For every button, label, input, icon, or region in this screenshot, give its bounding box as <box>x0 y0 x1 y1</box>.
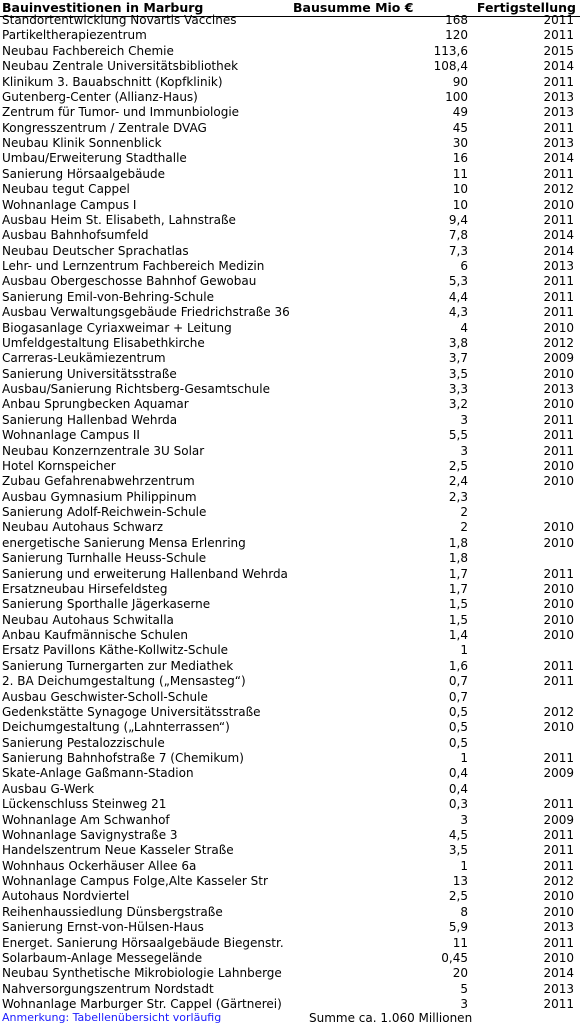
budget-cell: 3,3 <box>448 382 468 396</box>
budget-cell: 2,5 <box>448 889 468 904</box>
project-name-cell: Neubau Klinik Sonnenblick <box>2 136 162 150</box>
table-row <box>0 382 580 397</box>
completion-year-cell: 2014 <box>543 228 574 243</box>
table-row <box>0 674 580 689</box>
completion-year-cell: 2010 <box>543 628 574 642</box>
budget-cell: 11 <box>452 166 468 181</box>
budget-cell: 120 <box>445 28 468 43</box>
table-row <box>0 397 580 412</box>
project-name-cell: Gedenkstätte Synagoge Universitätsstraße <box>2 704 261 719</box>
budget-cell: 2,3 <box>448 489 468 504</box>
project-name-cell: Standortentwicklung Novartis Vaccines <box>2 13 237 27</box>
project-name-cell: Sanierung Pestalozzischule <box>2 735 165 750</box>
completion-year-cell: 2010 <box>543 612 574 627</box>
budget-cell: 0,45 <box>441 950 468 965</box>
budget-cell: 100 <box>445 89 468 104</box>
project-name-cell: Ersatz Pavillons Käthe-Kollwitz-Schule <box>2 643 229 658</box>
budget-cell: 4,3 <box>448 305 468 320</box>
table-row <box>0 782 580 797</box>
budget-cell: 1,8 <box>448 535 468 550</box>
project-name-cell: Wohnanlage Marburger Str. Cappel (Gärtnerei) <box>2 997 282 1011</box>
budget-cell: 1 <box>460 643 468 658</box>
table-row <box>0 28 580 43</box>
completion-year-cell: 2011 <box>543 274 574 289</box>
completion-year-cell: 2010 <box>543 458 574 473</box>
table-row <box>0 643 580 658</box>
project-name-cell: Autohaus Nordviertel <box>2 889 130 904</box>
completion-year-cell: 2013 <box>543 136 574 150</box>
completion-year-cell: 2011 <box>543 120 574 135</box>
project-name-cell: Umfeldgestaltung Elisabethkirche <box>2 335 205 350</box>
completion-year-cell: 2011 <box>543 212 574 227</box>
completion-year-cell: 2011 <box>543 289 574 304</box>
project-name-cell: Solarbaum-Anlage Messegelände <box>2 950 203 965</box>
completion-year-cell: 2012 <box>543 874 574 888</box>
table-row <box>0 597 580 612</box>
budget-cell: 45 <box>452 120 468 135</box>
table-row <box>0 444 580 459</box>
project-name-cell: Deichumgestaltung („Lahnterrassen“) <box>2 720 230 735</box>
completion-year-cell: 2013 <box>543 89 574 104</box>
table-row <box>0 889 580 904</box>
table-row <box>0 859 580 874</box>
table-row <box>0 413 580 428</box>
project-name-cell: Zubau Gefahrenabwehrzentrum <box>2 474 195 489</box>
budget-cell: 7,8 <box>448 228 468 243</box>
header-project: Bauinvestitionen in Marburg <box>2 0 204 15</box>
completion-year-cell: 2011 <box>543 428 574 443</box>
completion-year-cell: 2012 <box>543 704 574 719</box>
budget-cell: 10 <box>452 197 468 212</box>
budget-cell: 108,4 <box>433 59 468 74</box>
table-row <box>0 305 580 320</box>
table-row <box>0 797 580 812</box>
table-row <box>0 720 580 735</box>
project-name-cell: Wohnanlage Savignystraße 3 <box>2 827 178 842</box>
completion-year-cell: 2010 <box>543 904 574 919</box>
budget-cell: 0,5 <box>448 704 468 719</box>
budget-cell: 0,3 <box>448 797 468 812</box>
budget-cell: 11 <box>452 935 468 950</box>
table-row <box>0 982 580 997</box>
project-name-cell: Wohnanlage Am Schwanhof <box>2 812 170 827</box>
table-row <box>0 13 580 28</box>
budget-cell: 168 <box>445 13 468 27</box>
completion-year-cell: 2013 <box>543 981 574 996</box>
completion-year-cell: 2010 <box>543 397 574 412</box>
budget-cell: 2 <box>460 520 468 535</box>
header-sum: Bausumme Mio € <box>293 0 414 15</box>
table-row <box>0 136 580 151</box>
table-row <box>0 659 580 674</box>
table-row <box>0 44 580 59</box>
table-row <box>0 920 580 935</box>
project-name-cell: Sanierung Bahnhofstraße 7 (Chemikum) <box>2 751 244 765</box>
completion-year-cell: 2011 <box>543 827 574 842</box>
completion-year-cell: 2011 <box>543 674 574 689</box>
table-row <box>0 259 580 274</box>
project-name-cell: Wohnanlage Campus I <box>2 197 137 212</box>
completion-year-cell: 2011 <box>543 566 574 581</box>
completion-year-cell: 2014 <box>543 966 574 981</box>
budget-cell: 3,8 <box>448 335 468 350</box>
budget-cell: 3,7 <box>448 351 468 366</box>
completion-year-cell: 2014 <box>543 59 574 74</box>
budget-cell: 6 <box>460 259 468 273</box>
completion-year-cell: 2011 <box>543 443 574 458</box>
table-row <box>0 766 580 781</box>
project-name-cell: Klinikum 3. Bauabschnitt (Kopfklinik) <box>2 74 223 89</box>
project-name-cell: Handelszentrum Neue Kasseler Straße <box>2 843 234 858</box>
completion-year-cell: 2010 <box>543 597 574 612</box>
project-name-cell: Hotel Kornspeicher <box>2 458 116 473</box>
project-name-cell: Neubau Synthetische Mikrobiologie Lahnberge <box>2 966 282 981</box>
budget-cell: 0,5 <box>448 720 468 735</box>
completion-year-cell: 2011 <box>543 997 574 1011</box>
budget-cell: 3 <box>460 812 468 827</box>
table-row <box>0 905 580 920</box>
table-row <box>0 705 580 720</box>
completion-year-cell: 2010 <box>543 889 574 904</box>
project-name-cell: Neubau Deutscher Sprachatlas <box>2 243 189 258</box>
completion-year-cell: 2010 <box>543 474 574 489</box>
project-name-cell: Ersatzneubau Hirsefeldsteg <box>2 581 168 596</box>
table-row <box>0 182 580 197</box>
budget-cell: 3 <box>460 412 468 427</box>
completion-year-cell: 2011 <box>543 166 574 181</box>
table-row <box>0 167 580 182</box>
table-row <box>0 367 580 382</box>
budget-cell: 20 <box>452 966 468 981</box>
project-name-cell: Sanierung Adolf-Reichwein-Schule <box>2 505 207 519</box>
budget-cell: 49 <box>452 105 468 120</box>
table-row <box>0 690 580 705</box>
project-name-cell: Neubau tegut Cappel <box>2 182 130 197</box>
project-name-cell: Ausbau Bahnhofsumfeld <box>2 228 149 243</box>
completion-year-cell: 2011 <box>543 28 574 43</box>
budget-cell: 3 <box>460 443 468 458</box>
table-row <box>0 59 580 74</box>
budget-cell: 8 <box>460 904 468 919</box>
table-row <box>0 828 580 843</box>
project-name-cell: Anbau Kaufmännische Schulen <box>2 628 189 642</box>
budget-cell: 30 <box>452 136 468 150</box>
table-row <box>0 736 580 751</box>
project-name-cell: Nahversorgungszentrum Nordstadt <box>2 981 214 996</box>
footer-note: Anmerkung: Tabellenübersicht vorläufig <box>2 1011 222 1024</box>
budget-cell: 4,4 <box>448 289 468 304</box>
completion-year-cell: 2011 <box>543 658 574 673</box>
budget-cell: 9,4 <box>448 212 468 227</box>
completion-year-cell: 2011 <box>543 935 574 950</box>
project-name-cell: energetische Sanierung Mensa Erlenring <box>2 535 246 550</box>
table-row <box>0 551 580 566</box>
project-name-cell: Neubau Zentrale Universitätsbibliothek <box>2 59 239 74</box>
table-row <box>0 105 580 120</box>
completion-year-cell: 2011 <box>543 751 574 765</box>
budget-cell: 5,5 <box>448 428 468 443</box>
table-row <box>0 582 580 597</box>
budget-cell: 0,7 <box>448 689 468 704</box>
table-row <box>0 505 580 520</box>
table-row <box>0 628 580 643</box>
table-row <box>0 75 580 90</box>
budget-cell: 1,6 <box>448 658 468 673</box>
table-row <box>0 951 580 966</box>
completion-year-cell: 2013 <box>543 105 574 120</box>
project-name-cell: Sanierung Universitätsstraße <box>2 366 177 381</box>
completion-year-cell: 2011 <box>543 13 574 27</box>
budget-cell: 1,5 <box>448 597 468 612</box>
project-name-cell: Lehr- und Lernzentrum Fachbereich Medizin <box>2 259 265 273</box>
table-row <box>0 459 580 474</box>
table-row <box>0 613 580 628</box>
project-name-cell: Anbau Sprungbecken Aquamar <box>2 397 189 412</box>
completion-year-cell: 2011 <box>543 305 574 320</box>
project-name-cell: Neubau Autohaus Schwarz <box>2 520 164 535</box>
table-row <box>0 936 580 951</box>
table-row <box>0 874 580 889</box>
table-row <box>0 244 580 259</box>
project-name-cell: Neubau Autohaus Schwitalla <box>2 612 174 627</box>
table-row <box>0 474 580 489</box>
table-row <box>0 274 580 289</box>
project-name-cell: Ausbau Geschwister-Scholl-Schule <box>2 689 208 704</box>
completion-year-cell: 2011 <box>543 843 574 858</box>
completion-year-cell: 2010 <box>543 520 574 535</box>
budget-cell: 4,5 <box>448 827 468 842</box>
project-name-cell: Skate-Anlage Gaßmann-Stadion <box>2 766 194 781</box>
project-name-cell: Sanierung Hallenbad Wehrda <box>2 412 178 427</box>
project-name-cell: Sanierung Hörsaalgebäude <box>2 166 166 181</box>
project-name-cell: 2. BA Deichumgestaltung („Mensasteg“) <box>2 674 246 689</box>
project-name-cell: Sanierung Turnergarten zur Mediathek <box>2 658 234 673</box>
table-row <box>0 90 580 105</box>
table-row <box>0 843 580 858</box>
table-row <box>0 351 580 366</box>
project-name-cell: Biogasanlage Cyriaxweimar + Leitung <box>2 320 232 335</box>
header-year: Fertigstellung <box>476 0 576 15</box>
budget-cell: 1 <box>460 751 468 765</box>
budget-cell: 1,4 <box>448 628 468 642</box>
project-name-cell: Reihenhaussiedlung Dünsbergstraße <box>2 904 223 919</box>
project-name-cell: Neubau Konzernzentrale 3U Solar <box>2 443 205 458</box>
project-name-cell: Sanierung Ernst-von-Hülsen-Haus <box>2 920 204 935</box>
table-row <box>0 428 580 443</box>
completion-year-cell: 2012 <box>543 335 574 350</box>
project-name-cell: Wohnanlage Campus II <box>2 428 140 443</box>
table-row <box>0 536 580 551</box>
completion-year-cell: 2010 <box>543 197 574 212</box>
budget-cell: 13 <box>452 874 468 888</box>
table-row <box>0 321 580 336</box>
project-name-cell: Ausbau/Sanierung Richtsberg-Gesamtschule <box>2 382 270 396</box>
completion-year-cell: 2014 <box>543 243 574 258</box>
completion-year-cell: 2011 <box>543 858 574 873</box>
project-name-cell: Lückenschluss Steinweg 21 <box>2 797 167 812</box>
table-row <box>0 121 580 136</box>
completion-year-cell: 2010 <box>543 720 574 735</box>
budget-cell: 1,8 <box>448 551 468 566</box>
budget-cell: 1,7 <box>448 566 468 581</box>
completion-year-cell: 2015 <box>543 43 574 58</box>
table-row <box>0 198 580 213</box>
table-row <box>0 751 580 766</box>
project-name-cell: Neubau Fachbereich Chemie <box>2 43 174 58</box>
completion-year-cell: 2010 <box>543 950 574 965</box>
project-name-cell: Wohnhaus Ockerhäuser Allee 6a <box>2 858 197 873</box>
budget-cell: 0,7 <box>448 674 468 689</box>
completion-year-cell: 2009 <box>543 812 574 827</box>
completion-year-cell: 2014 <box>543 151 574 166</box>
project-name-cell: Ausbau Verwaltungsgebäude Friedrichstraße 36 <box>2 305 290 320</box>
budget-cell: 7,3 <box>448 243 468 258</box>
project-name-cell: Carreras-Leukämiezentrum <box>2 351 166 366</box>
project-name-cell: Sanierung und erweiterung Hallenband Wehrda <box>2 566 288 581</box>
project-name-cell: Energet. Sanierung Hörsaalgebäude Biegenstr. <box>2 935 284 950</box>
footer-total: Summe ca. 1.060 Millionen <box>309 1011 473 1025</box>
completion-year-cell: 2010 <box>543 366 574 381</box>
completion-year-cell: 2010 <box>543 581 574 596</box>
completion-year-cell: 2013 <box>543 259 574 273</box>
completion-year-cell: 2013 <box>543 382 574 396</box>
project-name-cell: Wohnanlage Campus Folge,Alte Kasseler Str <box>2 874 268 888</box>
budget-cell: 5,3 <box>448 274 468 289</box>
budget-cell: 3,5 <box>448 843 468 858</box>
table-row <box>0 290 580 305</box>
budget-cell: 3,5 <box>448 366 468 381</box>
completion-year-cell: 2009 <box>543 351 574 366</box>
project-name-cell: Ausbau Heim St. Elisabeth, Lahnstraße <box>2 212 236 227</box>
budget-cell: 5 <box>460 981 468 996</box>
budget-cell: 1 <box>460 858 468 873</box>
project-name-cell: Umbau/Erweiterung Stadthalle <box>2 151 187 166</box>
budget-cell: 113,6 <box>433 43 468 58</box>
budget-cell: 10 <box>452 182 468 197</box>
project-name-cell: Sanierung Emil-von-Behring-Schule <box>2 289 214 304</box>
completion-year-cell: 2011 <box>543 412 574 427</box>
project-name-cell: Kongresszentrum / Zentrale DVAG <box>2 120 207 135</box>
completion-year-cell: 2010 <box>543 535 574 550</box>
budget-cell: 5,9 <box>448 920 468 935</box>
budget-cell: 1,7 <box>448 581 468 596</box>
budget-cell: 16 <box>452 151 468 166</box>
table-row <box>0 490 580 505</box>
project-name-cell: Sanierung Turnhalle Heuss-Schule <box>2 551 207 566</box>
budget-cell: 1,5 <box>448 612 468 627</box>
table-row <box>0 520 580 535</box>
project-name-cell: Zentrum für Tumor- und Immunbiologie <box>2 105 240 120</box>
project-name-cell: Ausbau G-Werk <box>2 781 95 796</box>
completion-year-cell: 2011 <box>543 797 574 812</box>
completion-year-cell: 2012 <box>543 182 574 197</box>
budget-cell: 0,4 <box>448 766 468 781</box>
completion-year-cell: 2013 <box>543 920 574 935</box>
project-name-cell: Ausbau Gymnasium Philippinum <box>2 489 197 504</box>
budget-cell: 3 <box>460 997 468 1011</box>
table-row <box>0 213 580 228</box>
table-row <box>0 966 580 981</box>
completion-year-cell: 2010 <box>543 320 574 335</box>
budget-cell: 4 <box>460 320 468 335</box>
table-body <box>0 13 580 1012</box>
budget-cell: 3,2 <box>448 397 468 412</box>
budget-cell: 2,4 <box>448 474 468 489</box>
table-row <box>0 567 580 582</box>
table-row <box>0 228 580 243</box>
project-name-cell: Partikeltherapiezentrum <box>2 28 147 43</box>
project-name-cell: Ausbau Obergeschosse Bahnhof Gewobau <box>2 274 257 289</box>
budget-cell: 90 <box>452 74 468 89</box>
project-name-cell: Sanierung Sporthalle Jägerkaserne <box>2 597 211 612</box>
project-name-cell: Gutenberg-Center (Allianz-Haus) <box>2 89 198 104</box>
budget-cell: 2 <box>460 505 468 519</box>
table-row <box>0 813 580 828</box>
table-footer <box>0 1010 580 1026</box>
completion-year-cell: 2011 <box>543 74 574 89</box>
table-row <box>0 336 580 351</box>
budget-cell: 0,4 <box>448 781 468 796</box>
table-row <box>0 151 580 166</box>
budget-cell: 2,5 <box>448 458 468 473</box>
budget-cell: 0,5 <box>448 735 468 750</box>
completion-year-cell: 2009 <box>543 766 574 781</box>
